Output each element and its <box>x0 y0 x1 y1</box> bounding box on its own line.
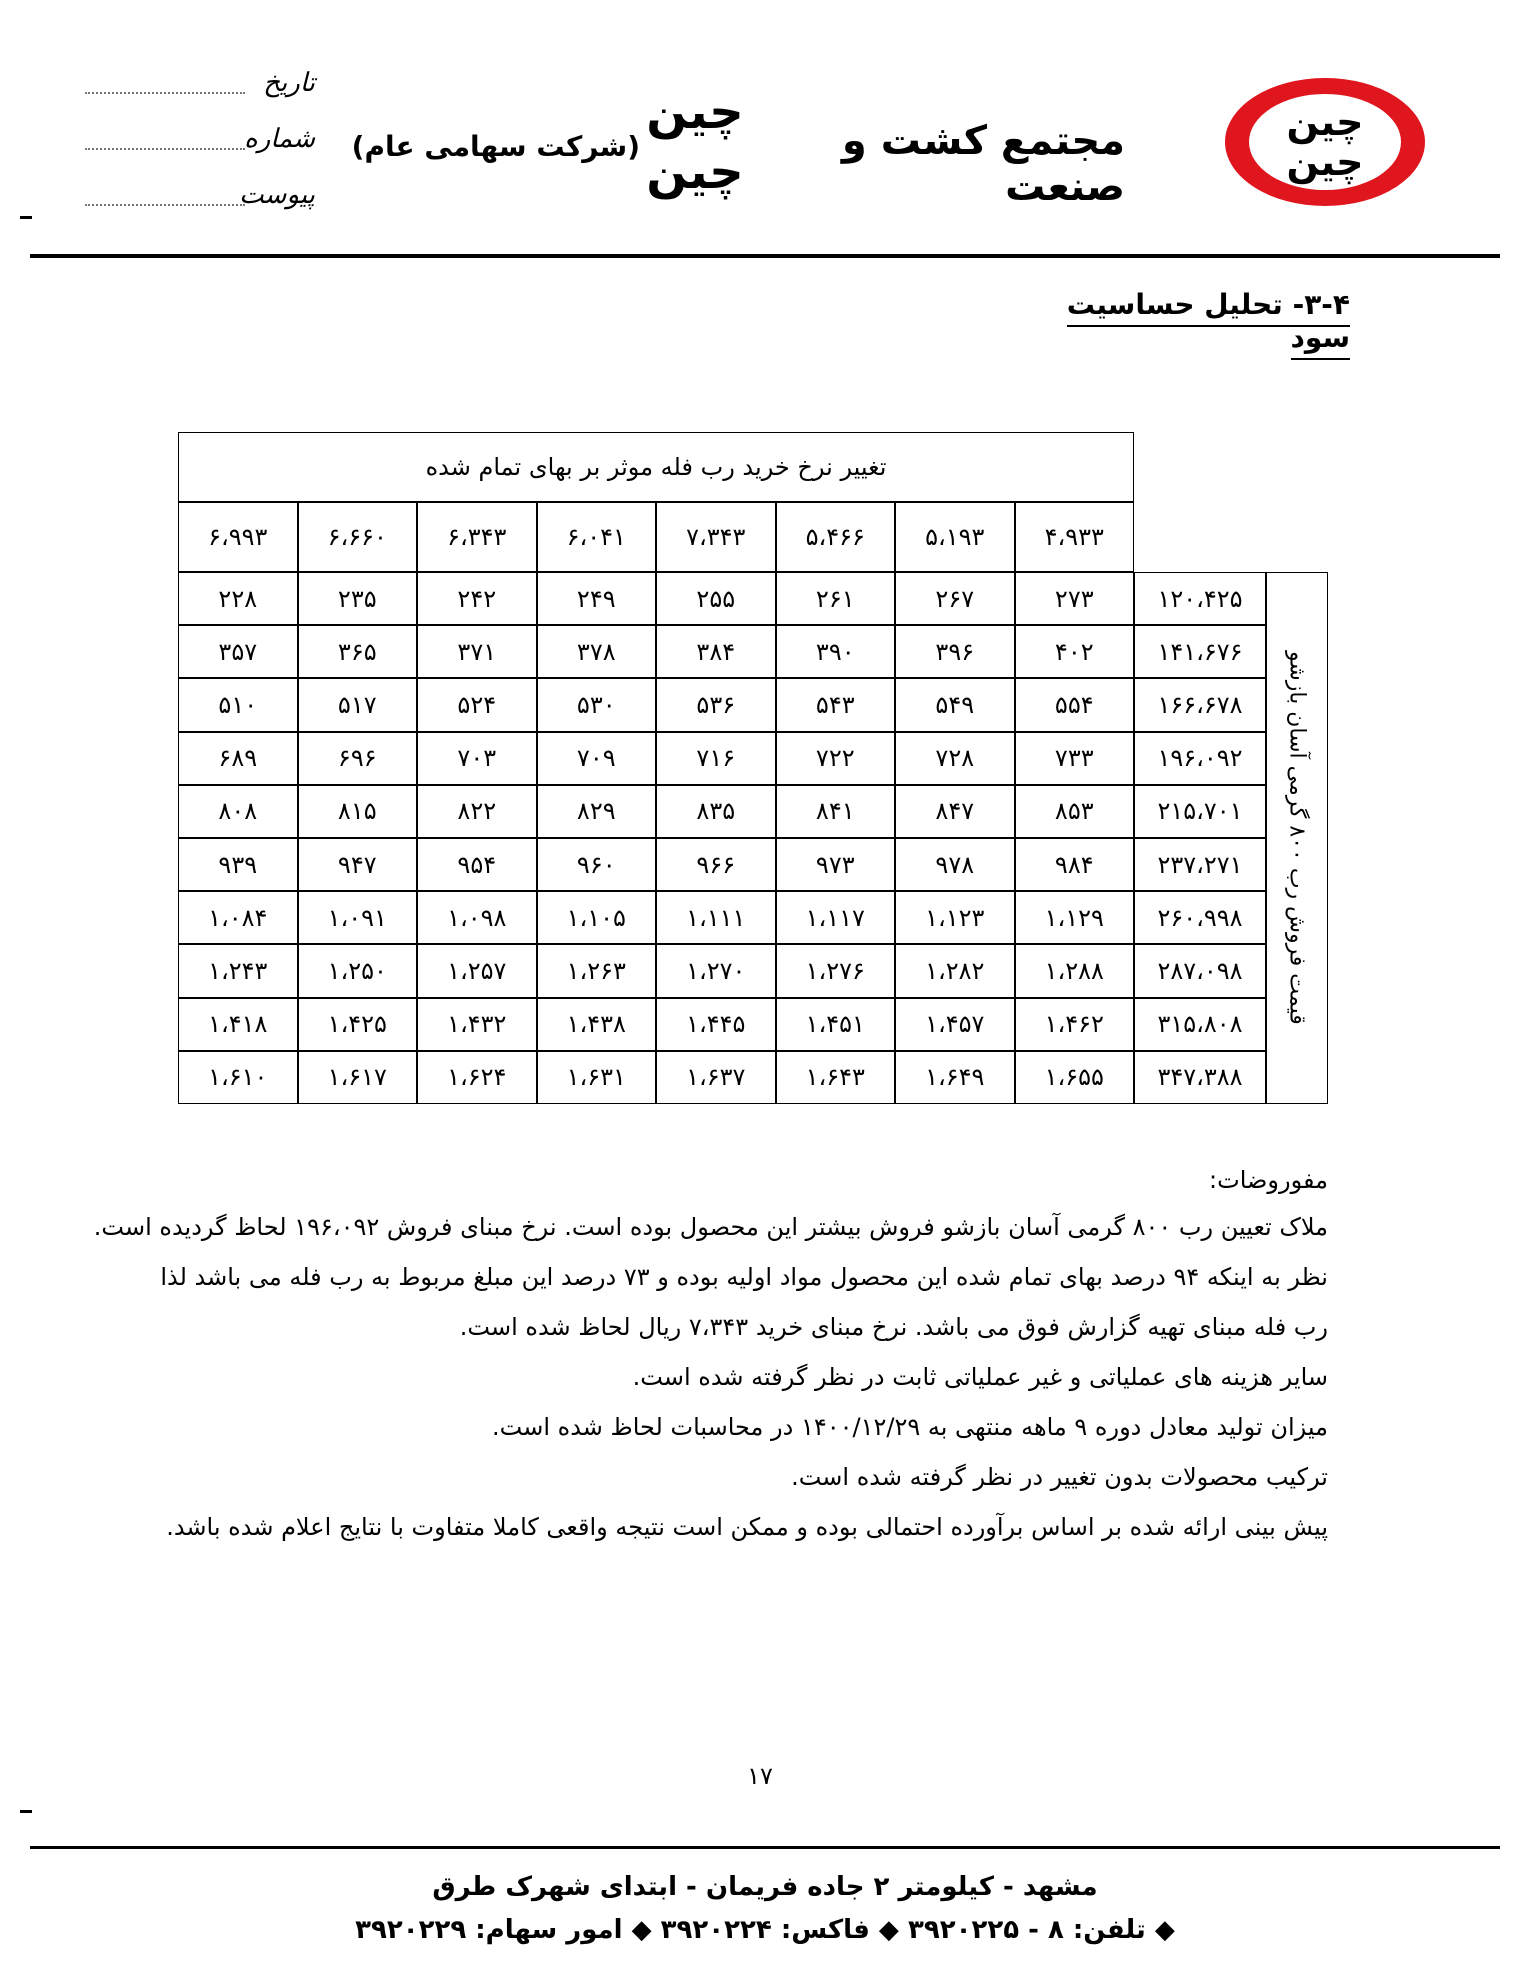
table-cell: ۹۶۶ <box>656 838 776 891</box>
table-cell: ۲۷۳ <box>1015 572 1135 625</box>
margin-tick-top <box>20 216 32 219</box>
table-column-header: ۷،۳۴۳ <box>656 502 776 572</box>
meta-number-line <box>85 148 245 150</box>
table-cell: ۵۴۳ <box>776 678 896 731</box>
table-cell: ۱،۲۷۶ <box>776 944 896 997</box>
meta-number-row <box>85 124 325 164</box>
table-cell: ۱،۱۱۷ <box>776 891 896 944</box>
table-cell: ۹۷۳ <box>776 838 896 891</box>
table-cell: ۹۸۴ <box>1015 838 1135 891</box>
table-cell: ۲۵۵ <box>656 572 776 625</box>
table-cell: ۱،۱۲۳ <box>895 891 1015 944</box>
table-cell: ۱،۲۸۸ <box>1015 944 1135 997</box>
table-cell: ۵۱۷ <box>298 678 418 731</box>
table-row-label: ۲۸۷،۰۹۸ <box>1134 944 1266 997</box>
table-cell: ۱،۴۱۸ <box>178 998 298 1051</box>
table-cell: ۹۳۹ <box>178 838 298 891</box>
table-side-header-text: قیمت فروش رب ۸۰۰ گرمی آسان بازشو <box>1284 651 1310 1025</box>
table-cell: ۱،۴۵۱ <box>776 998 896 1051</box>
table-cell: ۱،۶۳۷ <box>656 1051 776 1104</box>
table-cell: ۱،۲۷۰ <box>656 944 776 997</box>
table-cell: ۲۳۵ <box>298 572 418 625</box>
section-title <box>1000 288 1350 354</box>
company-logo-inner <box>1249 94 1401 190</box>
table-cell: ۳۷۸ <box>537 625 657 678</box>
table-cell: ۸۴۷ <box>895 785 1015 838</box>
table-cell: ۵۳۶ <box>656 678 776 731</box>
brand-name <box>640 82 750 202</box>
table-cell: ۱،۱۰۵ <box>537 891 657 944</box>
table-cell: ۹۶۰ <box>537 838 657 891</box>
table-cell: ۷۲۸ <box>895 732 1015 785</box>
table-cell: ۹۷۸ <box>895 838 1015 891</box>
page-number: ۱۷ <box>747 1762 773 1790</box>
margin-tick-bottom <box>20 1810 32 1813</box>
table-cell: ۸۲۹ <box>537 785 657 838</box>
table-cell: ۱،۶۲۴ <box>417 1051 537 1104</box>
meta-attachment-row <box>85 180 325 220</box>
brand-name-top: چین <box>646 84 744 140</box>
table-row-label: ۲۶۰،۹۹۸ <box>1134 891 1266 944</box>
table-row-label: ۱۶۶،۶۷۸ <box>1134 678 1266 731</box>
assumptions-title: مفوروضات: <box>1209 1166 1328 1194</box>
header-rule <box>30 254 1500 258</box>
table-cell: ۶۸۹ <box>178 732 298 785</box>
table-row-label: ۳۱۵،۸۰۸ <box>1134 998 1266 1051</box>
table-cell: ۱،۶۴۳ <box>776 1051 896 1104</box>
table-cell: ۸۵۳ <box>1015 785 1135 838</box>
footer-contact: ◆ تلفن: ۸ - ۳۹۲۰۲۲۵ ◆ فاکس: ۳۹۲۰۲۲۴ ◆ امور سهام: ۳۹۲۰۲۲۹ <box>355 1915 1175 1945</box>
meta-date-line <box>85 92 245 94</box>
table-cell: ۱،۶۱۰ <box>178 1051 298 1104</box>
table-column-header: ۵،۴۶۶ <box>776 502 896 572</box>
section-title-text: ۳-۴- تحلیل حساسیت سود <box>1067 288 1350 360</box>
table-cell: ۲۲۸ <box>178 572 298 625</box>
assumption-line: پیش بینی ارائه شده بر اساس برآورده احتمالی بوده و ممکن است نتیجه واقعی کاملا متفاوت با نتایج اعلام شده باشد. <box>166 1513 1328 1541</box>
table-cell: ۱،۴۳۲ <box>417 998 537 1051</box>
table-cell: ۱،۴۴۵ <box>656 998 776 1051</box>
assumption-line: رب فله مبنای تهیه گزارش فوق می باشد. نرخ مبنای خرید ۷،۳۴۳ ریال لحاظ شده است. <box>459 1313 1328 1341</box>
assumption-line: ترکیب محصولات بدون تغییر در نظر گرفته شده است. <box>791 1463 1328 1491</box>
table-cell: ۷۰۳ <box>417 732 537 785</box>
table-column-header: ۶،۳۴۳ <box>417 502 537 572</box>
table-cell: ۵۱۰ <box>178 678 298 731</box>
table-cell: ۱،۶۵۵ <box>1015 1051 1135 1104</box>
company-logo <box>1225 78 1425 206</box>
table-cell: ۷۳۳ <box>1015 732 1135 785</box>
assumption-line: میزان تولید معادل دوره ۹ ماهه منتهی به ۱۴۰۰/۱۲/۲۹ در محاسبات لحاظ شده است. <box>492 1413 1328 1441</box>
table-cell: ۱،۴۲۵ <box>298 998 418 1051</box>
table-cell: ۳۷۱ <box>417 625 537 678</box>
table-cell: ۱،۴۳۸ <box>537 998 657 1051</box>
table-top-header: تغییر نرخ خرید رب فله موثر بر بهای تمام شده <box>178 432 1134 502</box>
table-cell: ۸۲۲ <box>417 785 537 838</box>
table-cell: ۱،۲۸۲ <box>895 944 1015 997</box>
table-cell: ۱،۶۴۹ <box>895 1051 1015 1104</box>
table-cell: ۸۴۱ <box>776 785 896 838</box>
table-cell: ۱،۲۵۷ <box>417 944 537 997</box>
table-row-label: ۱۹۶،۰۹۲ <box>1134 732 1266 785</box>
table-row-label: ۱۴۱،۶۷۶ <box>1134 625 1266 678</box>
table-cell: ۱،۲۴۳ <box>178 944 298 997</box>
table-row-label: ۱۲۰،۴۲۵ <box>1134 572 1266 625</box>
table-column-header: ۵،۱۹۳ <box>895 502 1015 572</box>
table-cell: ۵۴۹ <box>895 678 1015 731</box>
table-cell: ۳۶۵ <box>298 625 418 678</box>
table-cell: ۱،۲۵۰ <box>298 944 418 997</box>
table-cell: ۱،۱۱۱ <box>656 891 776 944</box>
table-cell: ۱،۰۸۴ <box>178 891 298 944</box>
table-cell: ۱،۱۲۹ <box>1015 891 1135 944</box>
table-cell: ۱،۰۹۱ <box>298 891 418 944</box>
table-side-header <box>1266 572 1328 1104</box>
table-row-label: ۲۱۵،۷۰۱ <box>1134 785 1266 838</box>
table-cell: ۲۴۲ <box>417 572 537 625</box>
table-cell: ۳۸۴ <box>656 625 776 678</box>
footer-rule <box>30 1846 1500 1849</box>
table-row-label: ۲۳۷،۲۷۱ <box>1134 838 1266 891</box>
assumptions <box>93 1158 1328 1552</box>
table-cell: ۱،۲۶۳ <box>537 944 657 997</box>
company-name: مجتمع کشت و صنعت <box>841 118 1125 210</box>
table-cell: ۹۴۷ <box>298 838 418 891</box>
logo-text-top: چین <box>1286 100 1364 144</box>
table-cell: ۵۲۴ <box>417 678 537 731</box>
table-cell: ۱،۰۹۸ <box>417 891 537 944</box>
table-cell: ۸۰۸ <box>178 785 298 838</box>
table-cell: ۵۵۴ <box>1015 678 1135 731</box>
table-cell: ۸۱۵ <box>298 785 418 838</box>
table-cell: ۳۹۰ <box>776 625 896 678</box>
sensitivity-table <box>178 432 1328 1104</box>
meta-date-row <box>85 68 325 108</box>
assumption-line: ملاک تعیین رب ۸۰۰ گرمی آسان بازشو فروش بیشتر این محصول بوده است. نرخ مبنای فروش ۱۹۶،۰۹۲ لحاظ گردیده است. <box>93 1213 1328 1241</box>
table-row-label: ۳۴۷،۳۸۸ <box>1134 1051 1266 1104</box>
meta-attachment-line <box>85 204 245 206</box>
table-column-header: ۶،۶۶۰ <box>298 502 418 572</box>
meta-date-label: تاریخ <box>263 68 315 98</box>
table-cell: ۴۰۲ <box>1015 625 1135 678</box>
table-cell: ۶۹۶ <box>298 732 418 785</box>
table-cell: ۹۵۴ <box>417 838 537 891</box>
table-cell: ۳۹۶ <box>895 625 1015 678</box>
assumption-line: سایر هزینه های عملیاتی و غیر عملیاتی ثابت در نظر گرفته شده است. <box>632 1363 1328 1391</box>
table-cell: ۱،۶۳۱ <box>537 1051 657 1104</box>
table-cell: ۲۴۹ <box>537 572 657 625</box>
table-column-header: ۴،۹۳۳ <box>1015 502 1135 572</box>
table-cell: ۸۳۵ <box>656 785 776 838</box>
table-cell: ۲۶۱ <box>776 572 896 625</box>
assumption-line: نظر به اینکه ۹۴ درصد بهای تمام شده این محصول مواد اولیه بوده و ۷۳ درصد این مبلغ مربوط به رب فله می باشد لذا <box>160 1263 1328 1291</box>
meta-attachment-label: پیوست <box>239 180 315 210</box>
table-cell: ۷۲۲ <box>776 732 896 785</box>
company-type: (شرکت سهامی عام) <box>351 130 640 163</box>
table-cell: ۲۶۷ <box>895 572 1015 625</box>
table-cell: ۱،۴۶۲ <box>1015 998 1135 1051</box>
table-cell: ۵۳۰ <box>537 678 657 731</box>
table-cell: ۱،۴۵۷ <box>895 998 1015 1051</box>
table-cell: ۷۰۹ <box>537 732 657 785</box>
table-column-header: ۶،۰۴۱ <box>537 502 657 572</box>
table-cell: ۳۵۷ <box>178 625 298 678</box>
table-cell: ۷۱۶ <box>656 732 776 785</box>
table-cell: ۱،۶۱۷ <box>298 1051 418 1104</box>
meta-number-label: شماره <box>244 124 315 154</box>
footer-address: مشهد - کیلومتر ۲ جاده فریمان - ابتدای شهرک طرق <box>432 1872 1098 1902</box>
brand-name-bottom: چین <box>646 144 744 200</box>
logo-text-bottom: چین <box>1286 140 1364 184</box>
table-column-header: ۶،۹۹۳ <box>178 502 298 572</box>
